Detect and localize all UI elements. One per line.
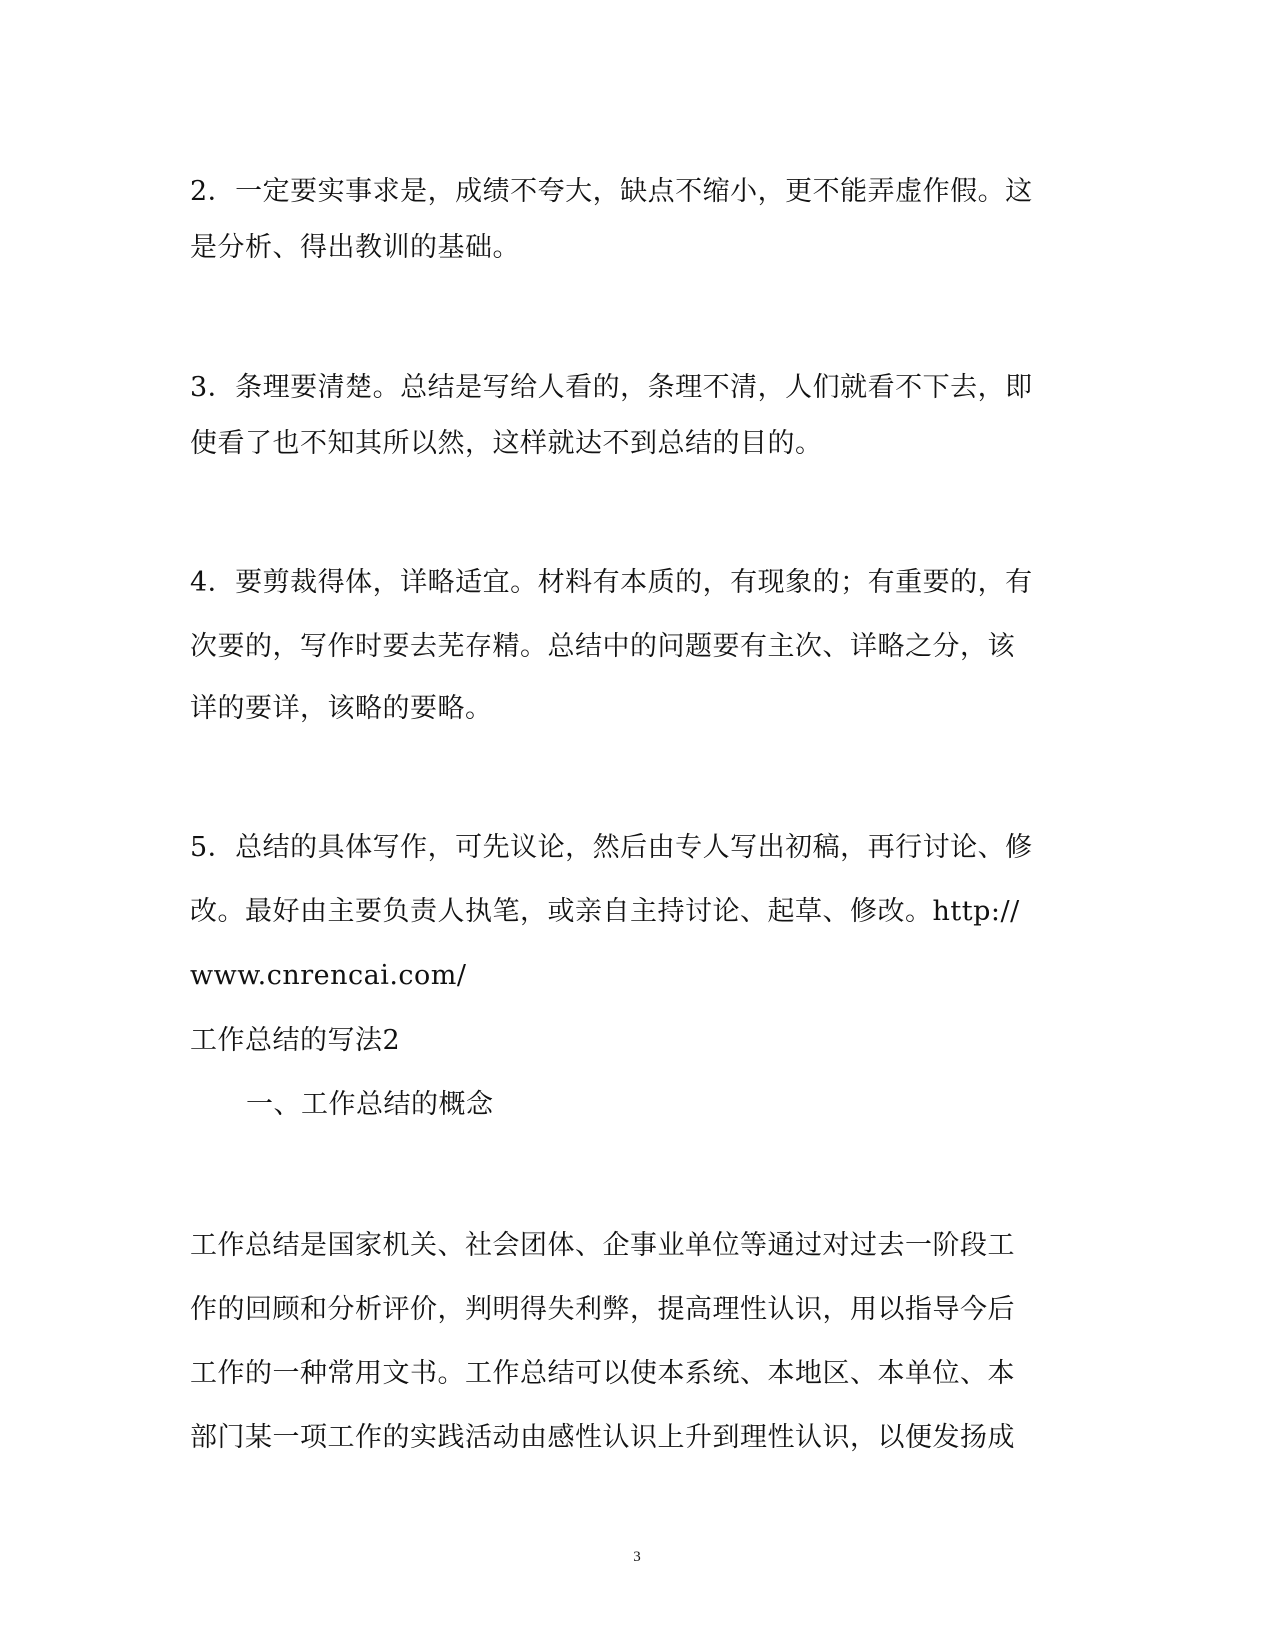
concept-paragraph-line-1: 工作总结是国家机关、社会团体、企事业单位等通过对过去一阶段工 [190, 1230, 1015, 1261]
page-number: 3 [633, 1549, 641, 1565]
paragraph-2-line-1: 2．一定要实事求是，成绩不夸大，缺点不缩小，更不能弄虚作假。这 [190, 176, 1033, 207]
paragraph-5-line-2: 改。最好由主要负责人执笔，或亲自主持讨论、起草、修改。http:// [190, 896, 1020, 927]
concept-paragraph-line-2: 作的回顾和分析评价，判明得失利弊，提高理性认识，用以指导今后 [190, 1294, 1015, 1325]
section-title: 工作总结的写法2 [190, 1025, 401, 1056]
paragraph-4-line-1: 4．要剪裁得体，详略适宜。材料有本质的，有现象的；有重要的，有 [190, 567, 1033, 598]
concept-paragraph-line-3: 工作的一种常用文书。工作总结可以使本系统、本地区、本单位、本 [190, 1358, 1015, 1389]
paragraph-5-line-1: 5．总结的具体写作，可先议论，然后由专人写出初稿，再行讨论、修 [190, 832, 1033, 863]
paragraph-4-line-3: 详的要详，该略的要略。 [190, 693, 493, 724]
section-heading: 一、工作总结的概念 [246, 1089, 494, 1120]
paragraph-2-line-2: 是分析、得出教训的基础。 [190, 232, 520, 263]
paragraph-3-line-1: 3．条理要清楚。总结是写给人看的，条理不清，人们就看不下去，即 [190, 372, 1033, 403]
concept-paragraph-line-4: 部门某一项工作的实践活动由感性认识上升到理性认识，以便发扬成 [190, 1422, 1015, 1453]
paragraph-4-line-2: 次要的，写作时要去芜存精。总结中的问题要有主次、详略之分，该 [190, 631, 1015, 662]
paragraph-5-url: www.cnrencai.com/ [190, 960, 467, 991]
paragraph-3-line-2: 使看了也不知其所以然，这样就达不到总结的目的。 [190, 428, 823, 459]
